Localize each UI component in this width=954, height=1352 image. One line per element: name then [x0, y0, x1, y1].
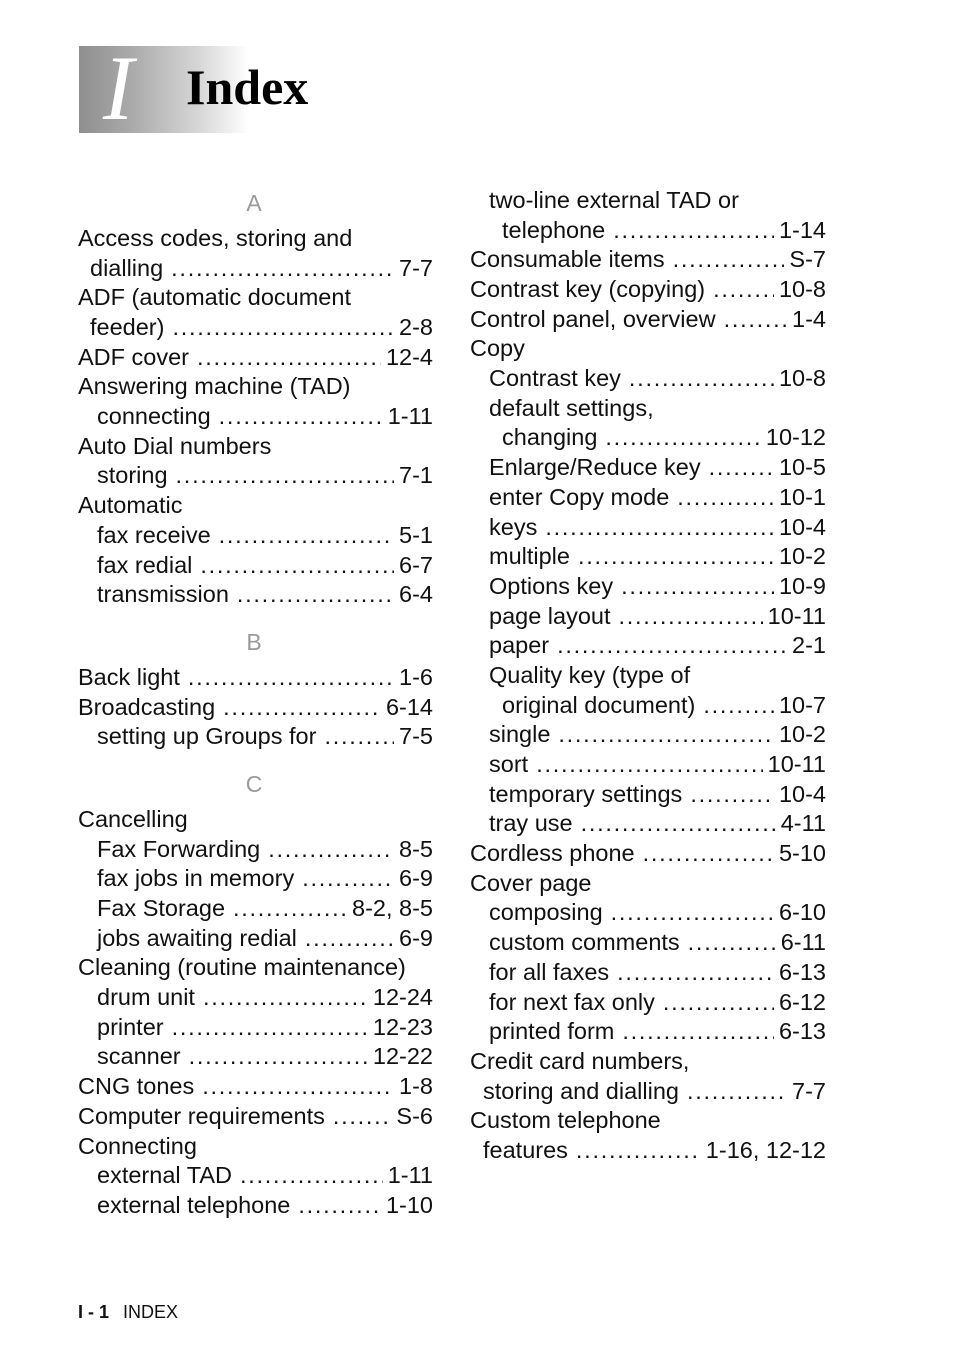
entry-text: Credit card numbers,	[470, 1047, 690, 1074]
index-entry	[78, 693, 433, 723]
index-entry	[78, 343, 433, 373]
dot-leader	[536, 750, 762, 780]
index-entry	[78, 1072, 433, 1102]
section-name: INDEX	[123, 1302, 179, 1322]
index-entry	[470, 572, 826, 602]
index-entry	[78, 402, 433, 432]
index-entry	[470, 780, 826, 810]
index-entry	[78, 283, 433, 313]
page-ref: 12-4	[385, 343, 433, 370]
index-entry	[78, 663, 433, 693]
section-letter-b: B	[246, 628, 262, 655]
page-ref: S-7	[789, 246, 826, 273]
dot-leader	[240, 1161, 383, 1191]
page-ref: 10-2	[778, 543, 826, 570]
index-entry	[470, 364, 826, 394]
index-entry	[78, 805, 433, 835]
page-ref: 1-16, 12-12	[705, 1136, 826, 1163]
dot-leader	[617, 958, 774, 988]
entry-text: Control panel, overview	[470, 305, 716, 332]
page-ref: 6-9	[399, 924, 433, 951]
page-footer	[78, 1302, 178, 1323]
entry-text: Cover page	[470, 869, 592, 896]
dot-leader	[688, 928, 776, 958]
entry-text: storing	[97, 462, 168, 489]
dot-leader	[189, 1042, 368, 1072]
page-ref: 8-5	[399, 835, 433, 862]
entry-text: drum unit	[97, 984, 195, 1011]
entry-text: fax jobs in memory	[97, 865, 295, 892]
entry-text: connecting	[97, 403, 211, 430]
page-ref: 4-11	[780, 810, 826, 837]
index-entry	[470, 602, 826, 632]
index-entry	[78, 1132, 433, 1162]
page-ref: 7-1	[399, 462, 433, 489]
page-ref: 7-7	[399, 254, 433, 281]
index-entry	[470, 691, 826, 721]
entry-text: jobs awaiting redial	[97, 924, 297, 951]
entry-text: Contrast key	[489, 365, 621, 392]
section-letter-c: C	[245, 771, 263, 797]
entry-text: original document)	[502, 691, 696, 718]
entry-text: Back light	[78, 663, 180, 690]
index-column-left	[78, 186, 433, 1221]
page-ref: 6-7	[399, 551, 433, 578]
index-entry	[78, 462, 433, 492]
index-entry	[470, 869, 826, 899]
entry-text: Automatic	[78, 492, 183, 519]
index-entry	[78, 224, 433, 254]
page-ref: 10-7	[778, 691, 826, 718]
index-entry	[470, 631, 826, 661]
chapter-letter: I	[103, 37, 134, 139]
entry-text: printed form	[489, 1018, 615, 1045]
index-column-right	[470, 186, 826, 1166]
index-entry	[470, 216, 826, 246]
dot-leader	[558, 720, 774, 750]
entry-text: paper	[489, 632, 550, 659]
index-entry	[470, 186, 826, 216]
dot-leader	[605, 423, 761, 453]
dot-leader	[581, 809, 776, 839]
index-entry	[78, 864, 433, 894]
chapter-header	[79, 37, 379, 139]
entry-text: storing and dialling	[483, 1077, 679, 1104]
index-entry	[78, 432, 433, 462]
dot-leader	[687, 1077, 787, 1107]
entry-text: Access codes, storing and	[78, 224, 353, 251]
page-ref: S-6	[396, 1102, 433, 1129]
index-entry	[78, 1013, 433, 1043]
dot-leader	[613, 216, 774, 246]
entry-text: custom comments	[489, 929, 680, 956]
entry-text: enter Copy mode	[489, 483, 670, 510]
index-entry	[78, 835, 433, 865]
section-letter-a: A	[246, 190, 262, 216]
dot-leader	[611, 898, 774, 928]
entry-text: Fax Storage	[97, 895, 226, 922]
page-ref: 1-6	[399, 663, 433, 690]
index-entry	[470, 750, 826, 780]
dot-leader	[619, 602, 763, 632]
entry-text: tray use	[489, 810, 573, 837]
index-entry	[470, 424, 826, 454]
page-ref: 10-8	[778, 276, 826, 303]
page-ref: 6-12	[778, 988, 826, 1015]
page-ref: 6-14	[385, 693, 433, 720]
page-ref: 1-11	[387, 1162, 433, 1189]
index-entry	[470, 661, 826, 691]
index-entry	[78, 372, 433, 402]
entry-text: ADF cover	[78, 343, 189, 370]
entry-text: features	[483, 1136, 568, 1163]
entry-text: Custom telephone	[470, 1107, 661, 1134]
dot-leader	[324, 722, 394, 752]
dot-leader	[576, 1136, 701, 1166]
entry-text: page layout	[489, 602, 611, 629]
dot-leader	[673, 245, 785, 275]
dot-leader	[197, 343, 381, 373]
page-ref: 12-24	[372, 984, 433, 1011]
index-entry	[470, 1106, 826, 1136]
entry-text: single	[489, 721, 551, 748]
page-ref: 10-4	[778, 513, 826, 540]
page-ref: 1-10	[385, 1191, 433, 1218]
dot-leader	[176, 461, 394, 491]
page-ref: 6-9	[399, 865, 433, 892]
index-entry	[470, 1077, 826, 1107]
entry-text: external TAD	[97, 1162, 232, 1189]
entry-text: dialling	[90, 254, 164, 281]
dot-leader	[724, 305, 787, 335]
page-ref: 12-22	[372, 1043, 433, 1070]
index-entry	[78, 1102, 433, 1132]
index-entry	[78, 313, 433, 343]
dot-leader	[677, 483, 774, 513]
dot-leader	[545, 513, 774, 543]
entry-text: feeder)	[90, 314, 165, 341]
dot-leader	[203, 983, 368, 1013]
index-entry	[470, 809, 826, 839]
index-entry	[78, 894, 433, 924]
dot-leader	[713, 275, 774, 305]
index-entry	[78, 491, 433, 521]
dot-leader	[622, 1017, 774, 1047]
page-ref: 1-11	[387, 403, 433, 430]
dot-leader	[703, 691, 774, 721]
index-entry	[470, 1047, 826, 1077]
dot-leader	[663, 988, 774, 1018]
page-ref: 10-8	[778, 365, 826, 392]
dot-leader	[172, 313, 394, 343]
entry-text: temporary settings	[489, 780, 683, 807]
entry-text: Broadcasting	[78, 693, 216, 720]
dot-leader	[643, 839, 774, 869]
entry-text: ADF (automatic document	[78, 284, 351, 311]
dot-leader	[690, 780, 774, 810]
dot-leader	[709, 453, 774, 483]
index-entry	[78, 1191, 433, 1221]
entry-text: Options key	[489, 572, 614, 599]
page-ref: 7-5	[399, 723, 433, 750]
page-ref: 12-23	[372, 1013, 433, 1040]
index-entry	[78, 254, 433, 284]
dot-leader	[233, 894, 347, 924]
entry-text: Connecting	[78, 1132, 197, 1159]
index-entry	[470, 305, 826, 335]
page-ref: 6-13	[778, 958, 826, 985]
dot-leader	[172, 1013, 368, 1043]
index-entry	[78, 551, 433, 581]
entry-text: keys	[489, 513, 538, 540]
entry-text: changing	[502, 424, 598, 451]
entry-text: external telephone	[97, 1191, 291, 1218]
index-entry	[470, 275, 826, 305]
entry-text: transmission	[97, 581, 229, 608]
page-ref: 8-2, 8-5	[352, 895, 433, 922]
page-ref: 10-4	[778, 780, 826, 807]
entry-text: printer	[97, 1013, 164, 1040]
dot-leader	[223, 693, 381, 723]
index-entry	[470, 394, 826, 424]
index-entry	[470, 1136, 826, 1166]
entry-text: Cordless phone	[470, 840, 635, 867]
dot-leader	[302, 864, 394, 894]
index-entry	[470, 720, 826, 750]
page-ref: 10-2	[778, 721, 826, 748]
page-ref: 10-11	[767, 602, 826, 629]
index-entry	[78, 953, 433, 983]
entry-text: CNG tones	[78, 1073, 195, 1100]
entry-text: fax receive	[97, 521, 211, 548]
dot-leader	[629, 364, 774, 394]
page-ref: 6-10	[778, 899, 826, 926]
entry-text: fax redial	[97, 551, 193, 578]
entry-text: Consumable items	[470, 246, 665, 273]
index-entry	[78, 521, 433, 551]
index-entry	[470, 513, 826, 543]
page-ref: 2-8	[399, 314, 433, 341]
entry-text: Contrast key (copying)	[470, 276, 706, 303]
entry-text: Enlarge/Reduce key	[489, 454, 701, 481]
entry-text: Copy	[470, 335, 525, 362]
dot-leader	[305, 924, 394, 954]
page-ref: 1-8	[399, 1073, 433, 1100]
dot-leader	[621, 572, 774, 602]
index-entry	[78, 983, 433, 1013]
dot-leader	[298, 1191, 381, 1221]
dot-leader	[171, 254, 394, 284]
entry-text: Auto Dial numbers	[78, 432, 272, 459]
entry-text: Cancelling	[78, 805, 188, 832]
index-entry	[470, 245, 826, 275]
dot-leader	[219, 402, 383, 432]
index-entry	[470, 839, 826, 869]
page-ref: 1-4	[792, 305, 826, 332]
page-ref: 10-12	[765, 424, 826, 451]
page-ref: 10-5	[778, 454, 826, 481]
index-entry	[470, 453, 826, 483]
index-entry	[78, 722, 433, 752]
page-ref: 2-1	[792, 632, 826, 659]
entry-text: for all faxes	[489, 958, 610, 985]
page-ref: 10-1	[778, 483, 826, 510]
entry-text: telephone	[502, 216, 606, 243]
dot-leader	[219, 521, 394, 551]
index-entry	[470, 928, 826, 958]
entry-text: Quality key (type of	[489, 661, 691, 688]
dot-leader	[578, 542, 774, 572]
entry-text: scanner	[97, 1043, 181, 1070]
entry-text: sort	[489, 751, 529, 778]
index-entry	[470, 899, 826, 929]
dot-leader	[333, 1102, 392, 1132]
page-ref: 1-14	[778, 216, 826, 243]
dot-leader	[202, 1072, 394, 1102]
index-entry	[78, 580, 433, 610]
entry-text: composing	[489, 899, 603, 926]
dot-leader	[268, 835, 394, 865]
page-ref: 5-1	[399, 521, 433, 548]
index-entry	[78, 1043, 433, 1073]
entry-text: multiple	[489, 543, 570, 570]
index-entry	[78, 1161, 433, 1191]
entry-text: for next fax only	[489, 988, 655, 1015]
page-ref: 7-7	[792, 1077, 826, 1104]
entry-text: Computer requirements	[78, 1102, 325, 1129]
index-entry	[470, 542, 826, 572]
index-entry	[470, 958, 826, 988]
entry-text: setting up Groups for	[97, 723, 317, 750]
entry-text: Answering machine (TAD)	[78, 373, 351, 400]
page-ref: 10-9	[778, 572, 826, 599]
index-entry	[470, 1017, 826, 1047]
dot-leader	[557, 631, 787, 661]
entry-text: default settings,	[489, 394, 654, 421]
page-ref: 6-11	[780, 929, 826, 956]
index-entry	[470, 988, 826, 1018]
entry-text: two-line external TAD or	[489, 186, 739, 213]
index-entry	[470, 334, 826, 364]
entry-text: Fax Forwarding	[97, 835, 261, 862]
entry-text: Cleaning (routine maintenance)	[78, 954, 406, 981]
page-number: I - 1	[78, 1302, 110, 1322]
dot-leader	[200, 551, 394, 581]
index-entry	[470, 483, 826, 513]
index-entry	[78, 924, 433, 954]
page-ref: 5-10	[778, 840, 826, 867]
page-ref: 6-13	[778, 1018, 826, 1045]
page-title: Index	[186, 59, 309, 115]
dot-leader	[188, 663, 394, 693]
page-ref: 6-4	[399, 581, 433, 608]
dot-leader	[237, 580, 394, 610]
page-ref: 10-11	[767, 751, 826, 778]
